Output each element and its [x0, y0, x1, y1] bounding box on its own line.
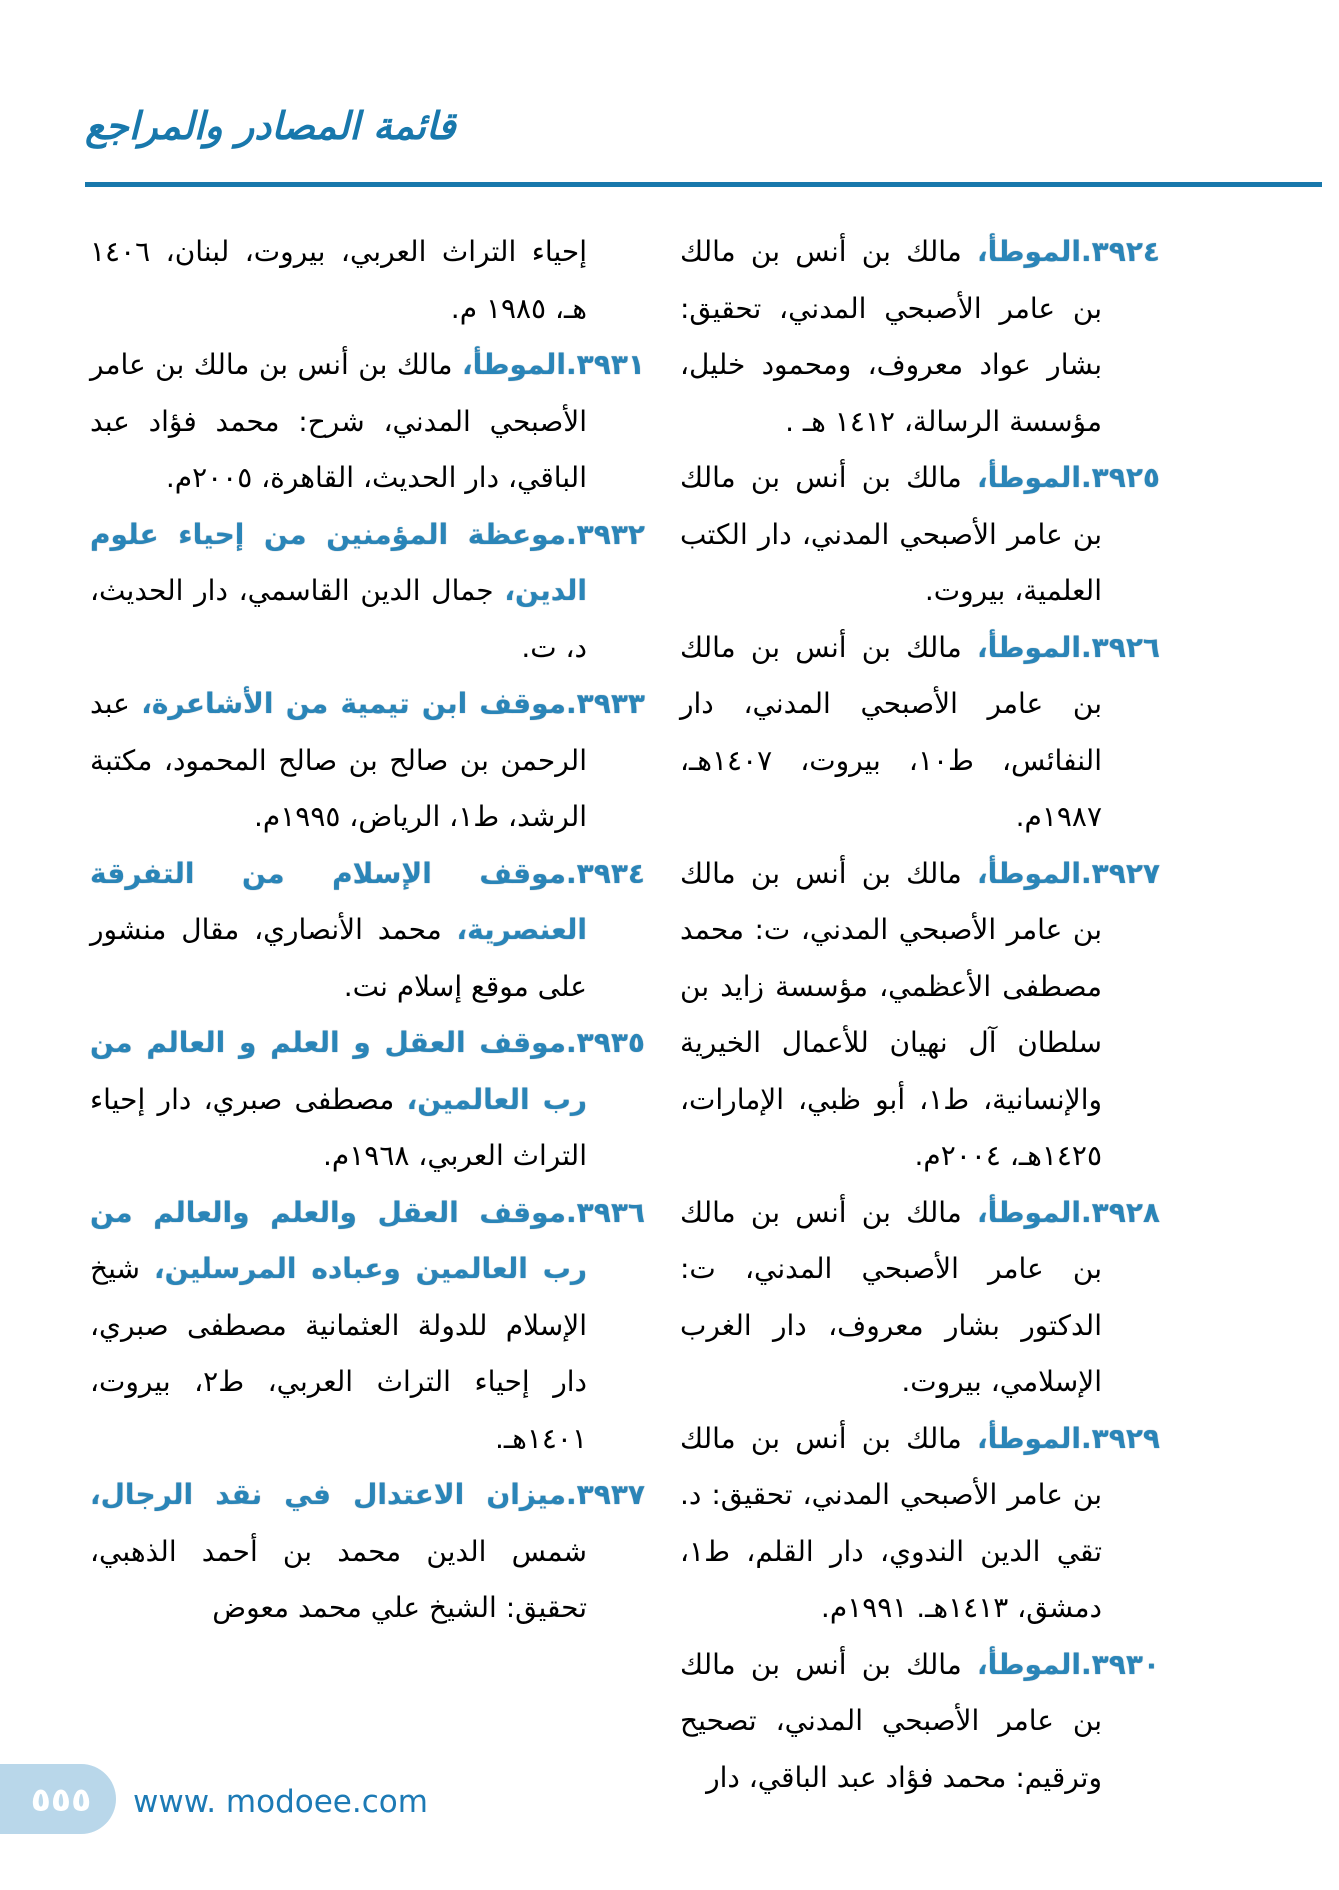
entry-title: الموطأ،	[977, 1195, 1081, 1229]
entry-title: الموطأ،	[977, 630, 1081, 664]
entry-body: مالك بن أنس بن مالك بن عامر الأصبحي المدني، دار النفائس، ط١٠، بيروت، ١٤٠٧هـ، ١٩٨٧م.	[680, 630, 1102, 833]
bibliography-entry	[680, 1411, 1160, 1637]
bibliography-entry	[680, 450, 1160, 620]
entry-title: الموطأ،	[977, 235, 1081, 268]
bibliography-entry	[90, 1185, 645, 1468]
entry-title: الموطأ،	[977, 856, 1081, 890]
entry-title: موقف العقل والعلم والعالم من رب العالمين وعباده المرسلين،	[90, 1195, 587, 1285]
bibliography-entry	[90, 676, 645, 846]
header-rule-line	[85, 182, 1322, 187]
entry-title: الموطأ،	[977, 1421, 1081, 1455]
bibliography-entry	[90, 224, 645, 337]
header-title: قائمة المصادر والمراجع	[85, 104, 456, 148]
entry-body: جمال الدين القاسمي، دار الحديث، د، ت.	[90, 574, 587, 664]
entry-number: ٣٩٣٥.	[566, 1026, 645, 1059]
entry-body: عبد الرحمن بن صالح بن صالح المحمود، مكتبة الرشد، ط١، الرياض، ١٩٩٥م.	[90, 687, 587, 833]
entry-number: ٣٩٢٤.	[1081, 235, 1160, 268]
entry-number: ٣٩٢٨.	[1081, 1195, 1160, 1229]
entry-body: مالك بن أنس بن مالك بن عامر الأصبحي المدني، شرح: محمد فؤاد عبد الباقي، دار الحديث، القاهرة، ٢٠٠٥م.	[90, 348, 587, 494]
entry-body: مصطفى صبري، دار إحياء التراث العربي، ١٩٦٨م.	[90, 1082, 587, 1172]
entry-title: موقف ابن تيمية من الأشاعرة،	[141, 687, 566, 720]
entry-number: ٣٩٣٢.	[566, 517, 645, 551]
bibliography-entry	[680, 1637, 1160, 1807]
page-number-pill	[0, 1764, 116, 1834]
website-link[interactable]: www. modoee.com	[133, 1784, 428, 1820]
entry-body: شيخ الإسلام للدولة العثمانية مصطفى صبري، دار إحياء التراث العربي، ط٢، بيروت، ١٤٠١هـ.	[90, 1252, 587, 1455]
entry-number: ٣٩٣٦.	[566, 1195, 645, 1229]
entry-body: مالك بن أنس بن مالك بن عامر الأصبحي المدني، ت: الدكتور بشار معروف، دار الغرب الإسلامي، بيروت.	[680, 1195, 1102, 1398]
entry-title: ميزان الاعتدال في نقد الرجال،	[90, 1478, 566, 1511]
entry-number: ٣٩٢٦.	[1081, 630, 1160, 664]
entry-number: ٣٩٣١.	[566, 348, 645, 381]
page-number: ٥٥٥	[30, 1779, 92, 1819]
entry-body: مالك بن أنس بن مالك بن عامر الأصبحي المدني، تحقيق: بشار عواد معروف، ومحمود خليل، مؤسسة الرسالة، ١٤١٢ هـ .	[680, 235, 1102, 438]
bibliography-entry	[680, 1185, 1160, 1411]
entry-title: موعظة المؤمنين من إحياء علوم الدين،	[90, 517, 587, 607]
entry-title: الموطأ،	[977, 461, 1081, 494]
entry-body: مالك بن أنس بن مالك بن عامر الأصبحي المدني، ت: محمد مصطفى الأعظمي، مؤسسة زايد بن سلطان آل نهيان للأعمال الخيرية والإنسانية، ط١، أبو ظبي، الإمارات، ١٤٢٥هـ، ٢٠٠٤م.	[680, 856, 1102, 1172]
bibliography-entry	[680, 620, 1160, 846]
bibliography-entry	[680, 846, 1160, 1185]
bibliography-entry	[90, 507, 645, 677]
entry-number: ٣٩٢٧.	[1081, 856, 1160, 890]
bibliography-entry	[90, 846, 645, 1016]
entry-number: ٣٩٣٠.	[1081, 1647, 1160, 1681]
entry-body: شمس الدين محمد بن أحمد الذهبي، تحقيق: الشيخ علي محمد معوض	[90, 1534, 587, 1624]
entry-body: مالك بن أنس بن مالك بن عامر الأصبحي المدني، دار الكتب العلمية، بيروت.	[680, 461, 1102, 607]
entry-title: موقف الإسلام من التفرقة العنصرية،	[90, 856, 587, 946]
entry-title: موقف العقل و العلم و العالم من رب العالمين،	[90, 1026, 587, 1116]
column-left	[90, 224, 645, 1806]
column-right	[680, 224, 1160, 1806]
entry-body: محمد الأنصاري، مقال منشور على موقع إسلام نت.	[90, 913, 587, 1003]
bibliography-entry	[680, 224, 1160, 450]
entry-body: مالك بن أنس بن مالك بن عامر الأصبحي المدني، تحقيق: د. تقي الدين الندوي، دار القلم، ط١، دمشق، ١٤١٣هـ. ١٩٩١م.	[680, 1421, 1102, 1624]
bibliography-entry	[90, 1467, 645, 1637]
bibliography-entry	[90, 1015, 645, 1185]
entry-number: ٣٩٣٤.	[566, 856, 645, 890]
entry-number: ٣٩٣٧.	[566, 1478, 645, 1511]
entry-title: الموطأ،	[977, 1647, 1081, 1681]
entry-number: ٣٩٣٣.	[566, 687, 645, 720]
entry-body: إحياء التراث العربي، بيروت، لبنان، ١٤٠٦ هـ، ١٩٨٥ م.	[90, 235, 587, 325]
bibliography-columns	[90, 224, 1160, 1806]
bibliography-entry	[90, 337, 645, 507]
entry-number: ٣٩٢٩.	[1081, 1421, 1160, 1455]
entry-title: الموطأ،	[462, 348, 566, 381]
entry-number: ٣٩٢٥.	[1081, 461, 1160, 494]
entry-body: مالك بن أنس بن مالك بن عامر الأصبحي المدني، تصحيح وترقيم: محمد فؤاد عبد الباقي، دار	[680, 1647, 1102, 1794]
